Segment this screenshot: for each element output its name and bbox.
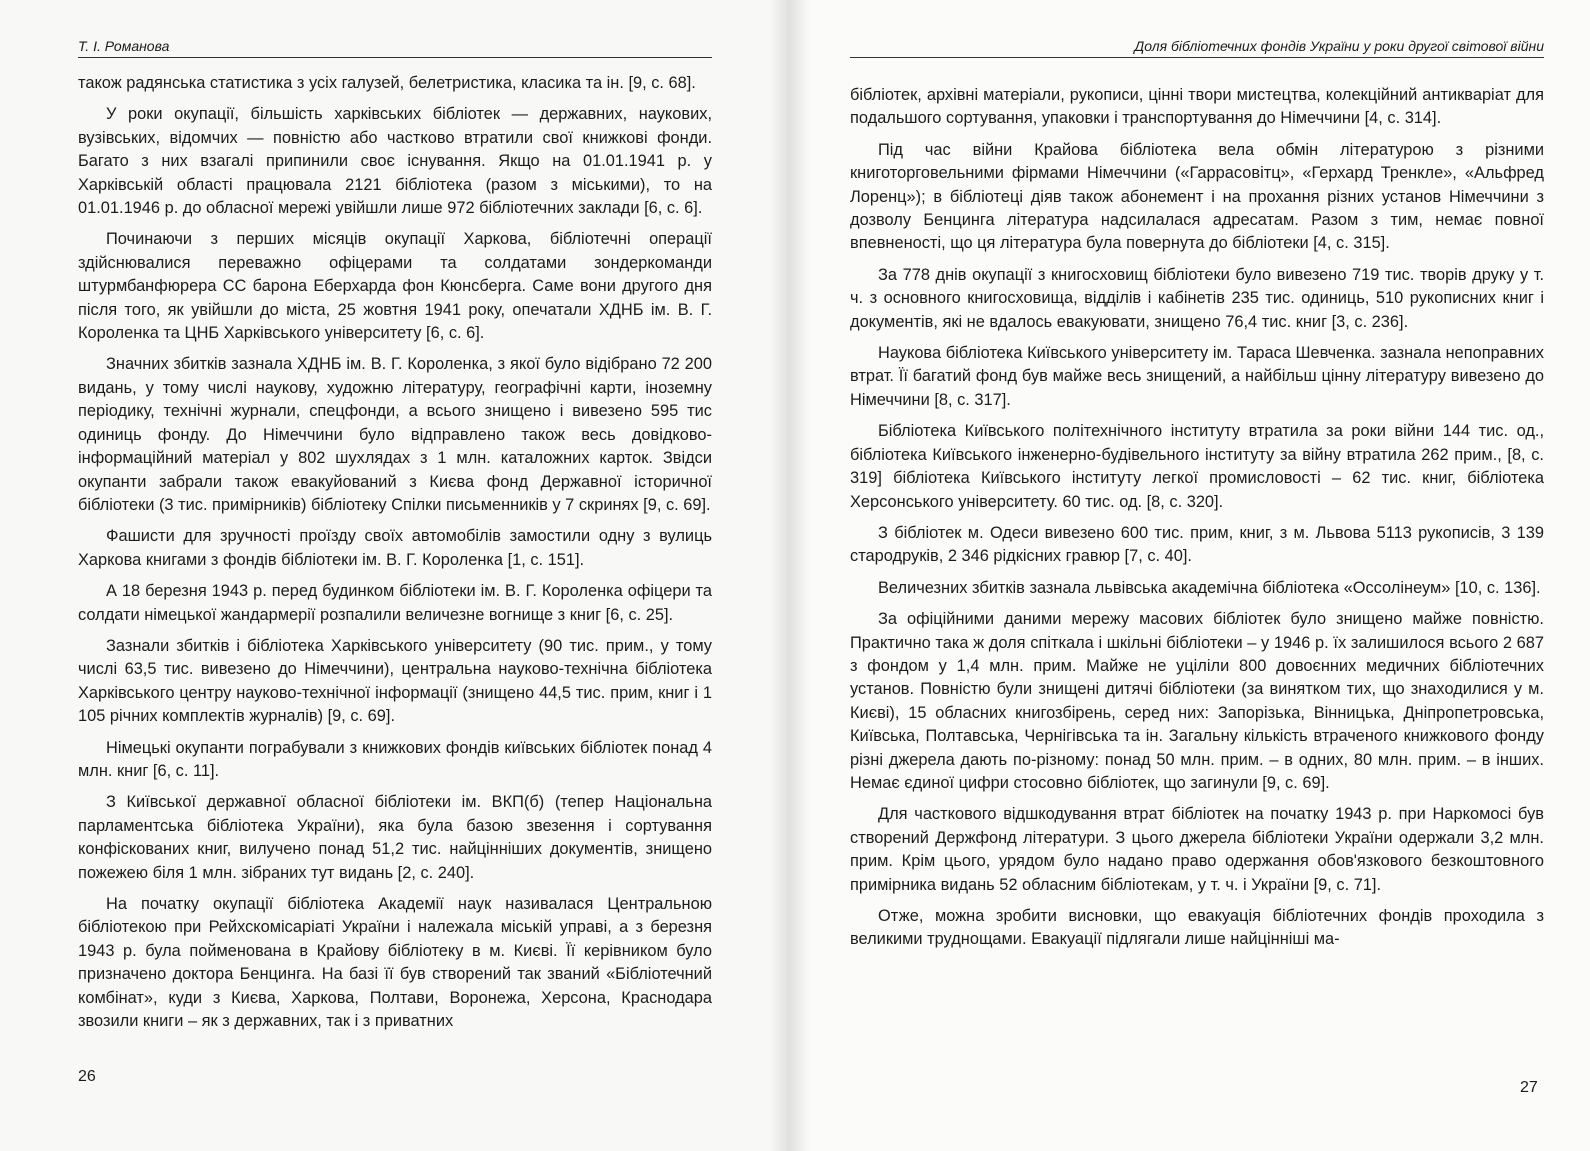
paragraph: Наукова бібліотека Київського університету ім. Тараса Шевченка. зазнала непоправних втрат. Її багатий фонд був майже весь знищений, а найбільш цінну літературу вивезено до Німеччини [8, с. 317]. [850, 344, 1544, 409]
paragraph: Для часткового відшкодування втрат бібліотек на початку 1943 р. при Наркомосі був створений Держфонд літератури. З цього джерела бібліотеки України одержали 3,2 млн. прим. Крім цього, урядом було надано право одержання обов'язкового безкоштовного примірника видань 52 обласним бібліотекам, у т. ч. і України [9, с. 71]. [850, 805, 1544, 894]
left-page-body [78, 72, 712, 1041]
paragraph: За 778 днів окупації з книгосховищ бібліотеки було вивезено 719 тис. творів друку у т. ч. з основного книгосховища, відділів і кабінетів 235 тис. одиниць, 510 рукописних книг і документів, які не вдалось евакуювати, знищено 76,4 тис. книг [3, с. 236]. [850, 265, 1544, 331]
paragraph: Під час війни Крайова бібліотека вела обмін літературою з різними книготорговельними фірмами Німеччини («Гаррасовітц», «Герхард Тренкле», «Альфред Лоренц»); в бібліотеці діяв також абонемент і на прохання різних установ Німеччини з дозволу Бенцинга література надсилалася адресатам. Разом з тим, немає повної впевненості, що ця література була повернута до бібліотеки [4, с. 315]. [850, 140, 1544, 253]
paragraph: Величезних збитків зазнала львівська академічна бібліотека «Оссолінеум» [10, с. 136]. [878, 578, 1541, 597]
paragraph: Німецькі окупанти пограбували з книжкових фондів київських бібліотек понад 4 млн. книг [6, с. 11]. [78, 738, 712, 780]
right-page-body [850, 84, 1544, 960]
left-page [0, 0, 790, 1151]
paragraph: Отже, можна зробити висновки, що евакуація бібліотечних фондів проходила з великими труднощами. Евакуації підлягали лише найцінніші ма- [850, 907, 1544, 949]
right-page-number: 27 [1520, 1079, 1538, 1096]
paragraph: також радянська статистика з усіх галузей, белетристика, класика та ін. [9, с. 68]. [78, 74, 696, 92]
right-page [790, 0, 1590, 1151]
paragraph: Значних збитків зазнала ХДНБ ім. В. Г. Короленка, з якої було відібрано 72 200 видань, у тому числі наукову, художню літературу, географічні карти, іноземну періодику, технічні журнали, спецфонди, а всього знищено і вивезено 595 тис одиниць фонду. До Німеччини було відправлено також весь довідково-інформаційний матеріал у 802 шухлядах з 1 млн. каталожних карток. Звідси окупанти забрали також евакуйований з Києва фонд Державної історичної бібліотеки (3 тис. примірників) бібліотеку Спілки письменників у 7 скринях [9, с. 69]. [78, 355, 712, 514]
paragraph: Зазнали збитків і бібліотека Харківського університету (90 тис. прим., у тому числі 63,5 тис. вивезено до Німеччини), центральна науково-технічна бібліотека Харківського центру науково-технічної інформації (знищено 44,5 тис. прим, книг і 1 105 річних комплектів журналів) [9, с. 69]. [78, 636, 712, 726]
left-page-number: 26 [78, 1068, 96, 1085]
paragraph: Фашисти для зручності проїзду своїх автомобілів замостили одну з вулиць Харкова книгами з фондів бібліотеки ім. В. Г. Короленка [1, с. 151]. [78, 527, 712, 569]
right-running-header: Доля бібліотечних фондів України у роки другої світової війни [850, 38, 1544, 58]
paragraph: Починаючи з перших місяців окупації Харкова, бібліотечні операції здійснювалися переважно офіцерами та солдатами зондеркоманди штурмбанфюрера СС барона Еберхарда фон Кюнсберга. Саме вони другого дня після того, як увійшли до міста, 25 жовтня 1941 року, опечатали ХДНБ ім. В. Г. Короленка та ЦНБ Харківського університету [6, с. 6]. [78, 230, 712, 343]
paragraph: Бібліотека Київського політехнічного інституту втратила за роки війни 144 тис. од., бібліотека Київського інженерно-будівельного інституту за війну втратила 262 прим., [8, с. 319] бібліотека Київського інституту легкої промисловості – 62 тис. книг, бібліотека Херсонського університету. 60 тис. од. [8, с. 320]. [850, 422, 1544, 511]
paragraph: З Київської державної обласної бібліотеки ім. ВКП(б) (тепер Національна парламентська бібліотека України), яка була базою звезення і сортування конфіскованих книг, вилучено понад 51,2 тис. найцінніших документів, знищено пожежею біля 1 млн. зібраних тут видань [2, с. 240]. [78, 793, 712, 882]
paragraph: З бібліотек м. Одеси вивезено 600 тис. прим, книг, з м. Львова 5113 рукописів, 3 139 стародруків, 2 346 рідкісних гравюр [7, с. 40]. [850, 523, 1544, 566]
paragraph: бібліотек, архівні матеріали, рукописи, цінні твори мистецтва, колекційний антикваріат для подальшого сортування, упаковки і транспортування до Німеччини [4, с. 314]. [850, 86, 1544, 128]
left-running-header: Т. І. Романова [78, 38, 712, 58]
paragraph: У роки окупації, більшість харківських бібліотек — державних, наукових, вузівських, відомчих — повністю або частково втратили свої книжкові фонди. Багато з них взагалі припинили своє існування. Якщо на 01.01.1941 р. у Харківській області працювала 2121 бібліотека (разом з міськими), то на 01.01.1946 р. до обласної мережі увійшли лише 972 бібліотечних заклади [6, с. 6]. [78, 105, 712, 218]
paragraph: На початку окупації бібліотека Академії наук називалася Центральною бібліотекою при Рейхскомісаріаті України і належала міській управі, а з березня 1943 р. була пойменована в Крайову бібліотеку в м. Києві. Її керівником було призначено доктора Бенцинга. На базі її був створений так званий «Бібліотечний комбінат», куди з Києва, Харкова, Полтави, Воронежа, Херсона, Краснодара звозили книги – як з державних, так і з приватних [78, 895, 712, 1031]
paragraph: А 18 березня 1943 р. перед будинком бібліотеки ім. В. Г. Короленка офіцери та солдати німецької жандармерії розпалили величезне вогнище з книг [6, с. 25]. [78, 582, 712, 624]
paragraph: За офіційними даними мережу масових бібліотек було знищено майже повністю. Практично така ж доля спіткала і шкільні бібліотеки – у 1946 р. їх залишилося всього 2 687 з фондом у 1,4 млн. прим. Майже не уціліли 800 довоєнних медичних бібліотечних установ. Повністю були знищені дитячі бібліотеки (за винятком тих, що знаходилися у м. Києві), 15 обласних книгозбірень, серед них: Запорізька, Вінницька, Дніпропетровська, Київська, Полтавська, Чернігівська та ін. Загальну кількість втраченого книжкового фонду різні джерела дають по-різному: понад 50 млн. прим. – в одних, 80 млн. прим. – в інших. Немає єдиної цифри стосовно бібліотек, що загинули [9, с. 69]. [850, 610, 1544, 792]
